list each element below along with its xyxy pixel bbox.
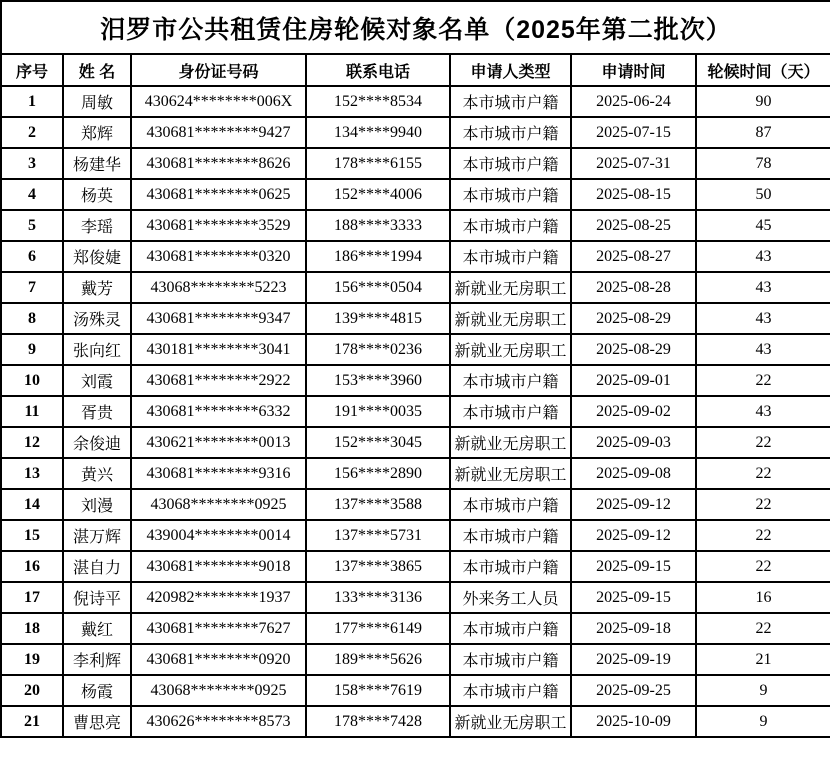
cell-phone: 188****3333 — [306, 210, 450, 241]
cell-id: 430681********9316 — [131, 458, 306, 489]
cell-name: 杨英 — [63, 179, 131, 210]
cell-name: 湛万辉 — [63, 520, 131, 551]
cell-id: 420982********1937 — [131, 582, 306, 613]
header-row — [1, 54, 830, 86]
cell-seq: 13 — [1, 458, 63, 489]
cell-id: 430626********8573 — [131, 706, 306, 737]
cell-type: 本市城市户籍 — [450, 489, 571, 520]
table-row — [1, 582, 830, 613]
cell-name: 刘漫 — [63, 489, 131, 520]
cell-date: 2025-09-18 — [571, 613, 696, 644]
cell-id: 430624********006X — [131, 86, 306, 117]
cell-name: 余俊迪 — [63, 427, 131, 458]
cell-id: 439004********0014 — [131, 520, 306, 551]
cell-id: 430681********8626 — [131, 148, 306, 179]
cell-date: 2025-07-15 — [571, 117, 696, 148]
cell-type: 本市城市户籍 — [450, 117, 571, 148]
cell-seq: 2 — [1, 117, 63, 148]
cell-type: 新就业无房职工 — [450, 706, 571, 737]
cell-date: 2025-08-27 — [571, 241, 696, 272]
title-row — [1, 1, 830, 54]
cell-date: 2025-09-01 — [571, 365, 696, 396]
cell-type: 新就业无房职工 — [450, 427, 571, 458]
cell-id: 430681********0920 — [131, 644, 306, 675]
cell-phone: 152****4006 — [306, 179, 450, 210]
table-row — [1, 520, 830, 551]
cell-date: 2025-08-28 — [571, 272, 696, 303]
cell-days: 21 — [696, 644, 830, 675]
column-header-phone: 联系电话 — [306, 54, 450, 86]
column-header-name: 姓 名 — [63, 54, 131, 86]
cell-seq: 3 — [1, 148, 63, 179]
cell-seq: 11 — [1, 396, 63, 427]
cell-date: 2025-09-19 — [571, 644, 696, 675]
cell-phone: 191****0035 — [306, 396, 450, 427]
table-row — [1, 458, 830, 489]
cell-days: 22 — [696, 458, 830, 489]
cell-phone: 137****3865 — [306, 551, 450, 582]
cell-id: 430621********0013 — [131, 427, 306, 458]
cell-name: 曹思亮 — [63, 706, 131, 737]
cell-name: 黄兴 — [63, 458, 131, 489]
cell-seq: 20 — [1, 675, 63, 706]
table-row — [1, 551, 830, 582]
cell-date: 2025-08-15 — [571, 179, 696, 210]
cell-id: 430681********2922 — [131, 365, 306, 396]
column-header-days: 轮候时间（天） — [696, 54, 830, 86]
cell-name: 郑辉 — [63, 117, 131, 148]
cell-date: 2025-07-31 — [571, 148, 696, 179]
cell-date: 2025-09-15 — [571, 582, 696, 613]
cell-id: 430681********9347 — [131, 303, 306, 334]
cell-days: 9 — [696, 706, 830, 737]
cell-phone: 156****2890 — [306, 458, 450, 489]
table-row — [1, 644, 830, 675]
cell-days: 50 — [696, 179, 830, 210]
cell-type: 本市城市户籍 — [450, 365, 571, 396]
cell-phone: 152****3045 — [306, 427, 450, 458]
cell-type: 新就业无房职工 — [450, 303, 571, 334]
cell-id: 430681********6332 — [131, 396, 306, 427]
cell-date: 2025-08-29 — [571, 303, 696, 334]
cell-seq: 17 — [1, 582, 63, 613]
cell-name: 张向红 — [63, 334, 131, 365]
cell-name: 戴红 — [63, 613, 131, 644]
cell-days: 22 — [696, 520, 830, 551]
cell-id: 43068********0925 — [131, 675, 306, 706]
cell-days: 22 — [696, 365, 830, 396]
cell-phone: 158****7619 — [306, 675, 450, 706]
cell-phone: 152****8534 — [306, 86, 450, 117]
cell-name: 胥贵 — [63, 396, 131, 427]
cell-phone: 137****3588 — [306, 489, 450, 520]
cell-seq: 5 — [1, 210, 63, 241]
cell-days: 22 — [696, 613, 830, 644]
cell-type: 外来务工人员 — [450, 582, 571, 613]
cell-id: 430681********0625 — [131, 179, 306, 210]
cell-date: 2025-09-02 — [571, 396, 696, 427]
cell-seq: 19 — [1, 644, 63, 675]
cell-type: 本市城市户籍 — [450, 675, 571, 706]
cell-id: 430681********3529 — [131, 210, 306, 241]
cell-type: 本市城市户籍 — [450, 86, 571, 117]
table-row — [1, 365, 830, 396]
cell-date: 2025-09-15 — [571, 551, 696, 582]
cell-phone: 153****3960 — [306, 365, 450, 396]
cell-days: 43 — [696, 303, 830, 334]
cell-phone: 156****0504 — [306, 272, 450, 303]
table-row — [1, 396, 830, 427]
cell-phone: 137****5731 — [306, 520, 450, 551]
cell-seq: 6 — [1, 241, 63, 272]
cell-name: 李瑶 — [63, 210, 131, 241]
cell-name: 郑俊婕 — [63, 241, 131, 272]
table-row — [1, 706, 830, 737]
cell-type: 本市城市户籍 — [450, 241, 571, 272]
cell-date: 2025-09-12 — [571, 520, 696, 551]
cell-seq: 15 — [1, 520, 63, 551]
cell-seq: 7 — [1, 272, 63, 303]
table-row — [1, 272, 830, 303]
cell-seq: 4 — [1, 179, 63, 210]
table-row — [1, 86, 830, 117]
table-body — [1, 86, 830, 737]
cell-seq: 21 — [1, 706, 63, 737]
cell-days: 43 — [696, 396, 830, 427]
cell-name: 李利辉 — [63, 644, 131, 675]
cell-days: 43 — [696, 334, 830, 365]
cell-id: 43068********0925 — [131, 489, 306, 520]
cell-days: 22 — [696, 551, 830, 582]
cell-id: 43068********5223 — [131, 272, 306, 303]
cell-name: 汤殊灵 — [63, 303, 131, 334]
cell-days: 43 — [696, 241, 830, 272]
cell-type: 本市城市户籍 — [450, 148, 571, 179]
cell-days: 78 — [696, 148, 830, 179]
column-header-date: 申请时间 — [571, 54, 696, 86]
table-row — [1, 427, 830, 458]
column-header-id: 身份证号码 — [131, 54, 306, 86]
cell-seq: 8 — [1, 303, 63, 334]
cell-date: 2025-10-09 — [571, 706, 696, 737]
cell-days: 16 — [696, 582, 830, 613]
cell-seq: 9 — [1, 334, 63, 365]
table-row — [1, 148, 830, 179]
cell-phone: 189****5626 — [306, 644, 450, 675]
cell-date: 2025-09-03 — [571, 427, 696, 458]
cell-name: 杨建华 — [63, 148, 131, 179]
column-header-seq: 序号 — [1, 54, 63, 86]
cell-phone: 139****4815 — [306, 303, 450, 334]
table-row — [1, 303, 830, 334]
cell-seq: 18 — [1, 613, 63, 644]
cell-days: 9 — [696, 675, 830, 706]
cell-days: 90 — [696, 86, 830, 117]
cell-seq: 1 — [1, 86, 63, 117]
cell-seq: 16 — [1, 551, 63, 582]
cell-id: 430681********7627 — [131, 613, 306, 644]
table-row — [1, 210, 830, 241]
cell-name: 周敏 — [63, 86, 131, 117]
cell-type: 本市城市户籍 — [450, 210, 571, 241]
table-row — [1, 241, 830, 272]
cell-date: 2025-09-25 — [571, 675, 696, 706]
cell-phone: 178****6155 — [306, 148, 450, 179]
table-row — [1, 117, 830, 148]
cell-date: 2025-08-25 — [571, 210, 696, 241]
cell-phone: 178****0236 — [306, 334, 450, 365]
cell-id: 430681********9427 — [131, 117, 306, 148]
cell-phone: 133****3136 — [306, 582, 450, 613]
cell-type: 新就业无房职工 — [450, 334, 571, 365]
cell-seq: 14 — [1, 489, 63, 520]
cell-phone: 134****9940 — [306, 117, 450, 148]
cell-type: 本市城市户籍 — [450, 613, 571, 644]
cell-seq: 10 — [1, 365, 63, 396]
cell-type: 本市城市户籍 — [450, 396, 571, 427]
page-title: 汨罗市公共租赁住房轮候对象名单（2025年第二批次） — [1, 1, 830, 54]
cell-type: 新就业无房职工 — [450, 272, 571, 303]
cell-phone: 186****1994 — [306, 241, 450, 272]
cell-type: 本市城市户籍 — [450, 644, 571, 675]
cell-date: 2025-08-29 — [571, 334, 696, 365]
cell-name: 杨霞 — [63, 675, 131, 706]
cell-name: 戴芳 — [63, 272, 131, 303]
table-row — [1, 675, 830, 706]
cell-days: 87 — [696, 117, 830, 148]
cell-seq: 12 — [1, 427, 63, 458]
cell-date: 2025-09-08 — [571, 458, 696, 489]
cell-id: 430681********0320 — [131, 241, 306, 272]
cell-date: 2025-09-12 — [571, 489, 696, 520]
cell-name: 湛自力 — [63, 551, 131, 582]
column-header-type: 申请人类型 — [450, 54, 571, 86]
cell-type: 本市城市户籍 — [450, 520, 571, 551]
cell-days: 22 — [696, 427, 830, 458]
table-row — [1, 613, 830, 644]
cell-type: 新就业无房职工 — [450, 458, 571, 489]
table-row — [1, 334, 830, 365]
cell-days: 22 — [696, 489, 830, 520]
table-row — [1, 489, 830, 520]
cell-days: 45 — [696, 210, 830, 241]
cell-name: 倪诗平 — [63, 582, 131, 613]
cell-type: 本市城市户籍 — [450, 179, 571, 210]
cell-type: 本市城市户籍 — [450, 551, 571, 582]
cell-id: 430681********9018 — [131, 551, 306, 582]
table-row — [1, 179, 830, 210]
cell-id: 430181********3041 — [131, 334, 306, 365]
cell-days: 43 — [696, 272, 830, 303]
cell-phone: 178****7428 — [306, 706, 450, 737]
cell-name: 刘霞 — [63, 365, 131, 396]
cell-date: 2025-06-24 — [571, 86, 696, 117]
cell-phone: 177****6149 — [306, 613, 450, 644]
